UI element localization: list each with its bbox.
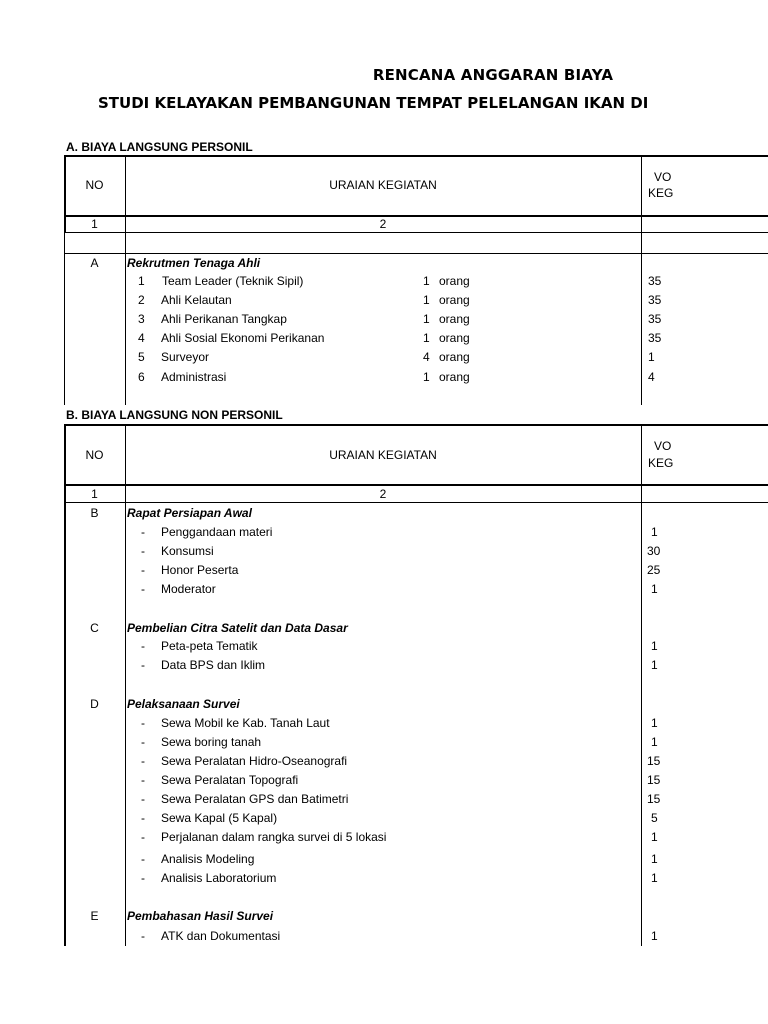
section-a-col-vol-2: KEG — [648, 186, 674, 200]
personnel-row-index: 3 — [138, 312, 145, 326]
item-vol: 5 — [651, 811, 658, 825]
item-desc: Sewa Peralatan GPS dan Batimetri — [161, 792, 349, 806]
item-dash: - — [141, 852, 145, 866]
item-vol: 1 — [651, 525, 658, 539]
personnel-row-desc: Team Leader (Teknik Sipil) — [162, 274, 304, 288]
item-desc: Sewa Mobil ke Kab. Tanah Laut — [161, 716, 330, 730]
item-dash: - — [141, 716, 145, 730]
personnel-row-index: 1 — [138, 274, 145, 288]
section-b-title: B. BIAYA LANGSUNG NON PERSONIL — [66, 408, 283, 422]
group-code: C — [90, 621, 99, 635]
item-desc: Moderator — [161, 582, 216, 596]
group-code: E — [90, 909, 99, 923]
item-dash: - — [141, 929, 145, 943]
item-vol: 1 — [651, 929, 658, 943]
personnel-row-unit: orang — [439, 293, 470, 307]
personnel-row-index: 5 — [138, 350, 145, 364]
personnel-row-qty: 1 — [423, 274, 430, 288]
personnel-row-unit: orang — [439, 274, 470, 288]
section-b-col-uraian: URAIAN KEGIATAN — [329, 448, 437, 462]
item-dash: - — [141, 544, 145, 558]
section-b-col-no: NO — [85, 448, 104, 462]
item-desc: Data BPS dan Iklim — [161, 658, 266, 672]
item-dash: - — [141, 735, 145, 749]
section-a-title: A. BIAYA LANGSUNG PERSONIL — [66, 140, 253, 154]
item-vol: 1 — [651, 871, 658, 885]
personnel-row-qty: 1 — [423, 331, 430, 345]
item-desc: Sewa Peralatan Hidro-Oseanografi — [161, 754, 348, 768]
section-b-col-vol-1: VO — [654, 439, 672, 453]
item-desc: Konsumsi — [161, 544, 214, 558]
item-vol: 15 — [647, 792, 661, 806]
item-dash: - — [141, 754, 145, 768]
item-dash: - — [141, 639, 145, 653]
item-desc: Penggandaan materi — [161, 525, 273, 539]
item-dash: - — [141, 582, 145, 596]
item-vol: 1 — [651, 852, 658, 866]
item-desc: ATK dan Dokumentasi — [161, 929, 281, 943]
personnel-row-qty: 4 — [423, 350, 430, 364]
item-vol: 1 — [651, 735, 658, 749]
item-desc: Peta-peta Tematik — [161, 639, 258, 653]
item-vol: 1 — [651, 830, 658, 844]
item-desc: Sewa Kapal (5 Kapal) — [161, 811, 278, 825]
personnel-row-qty: 1 — [423, 370, 430, 384]
group-label: Pelaksanaan Survei — [127, 697, 240, 711]
personnel-row-desc: Ahli Perikanan Tangkap — [161, 312, 287, 326]
personnel-row-unit: orang — [439, 350, 470, 364]
group-code: D — [90, 697, 99, 711]
group-label: Pembahasan Hasil Survei — [127, 909, 274, 923]
item-dash: - — [141, 563, 145, 577]
item-dash: - — [141, 830, 145, 844]
item-desc: Sewa boring tanah — [161, 735, 262, 749]
section-b-col-vol-2: KEG — [648, 456, 674, 470]
personnel-row-desc: Ahli Sosial Ekonomi Perikanan — [161, 331, 325, 345]
item-desc: Analisis Modeling — [161, 852, 255, 866]
item-vol: 1 — [651, 639, 658, 653]
item-dash: - — [141, 773, 145, 787]
item-dash: - — [141, 871, 145, 885]
item-desc: Analisis Laboratorium — [161, 871, 277, 885]
personnel-row-vol: 35 — [648, 293, 662, 307]
item-dash: - — [141, 525, 145, 539]
group-code: B — [90, 506, 99, 520]
personnel-row-desc: Surveyor — [161, 350, 210, 364]
item-desc: Perjalanan dalam rangka survei di 5 lokasi — [161, 830, 387, 844]
item-desc: Honor Peserta — [161, 563, 239, 577]
personnel-row-unit: orang — [439, 370, 470, 384]
item-dash: - — [141, 658, 145, 672]
section-a-group-code: A — [90, 256, 99, 270]
item-vol: 1 — [651, 658, 658, 672]
item-vol: 15 — [647, 773, 661, 787]
section-b-num-no: 1 — [91, 487, 98, 501]
item-vol: 25 — [647, 563, 661, 577]
item-vol: 15 — [647, 754, 661, 768]
personnel-row-desc: Administrasi — [161, 370, 227, 384]
item-dash: - — [141, 792, 145, 806]
section-a-col-vol-1: VO — [654, 170, 672, 184]
personnel-row-index: 6 — [138, 370, 145, 384]
personnel-row-qty: 1 — [423, 312, 430, 326]
group-label: Rapat Persiapan Awal — [127, 506, 252, 520]
item-vol: 1 — [651, 716, 658, 730]
personnel-row-index: 2 — [138, 293, 145, 307]
item-vol: 1 — [651, 582, 658, 596]
personnel-row-vol: 35 — [648, 274, 662, 288]
document-title: RENCANA ANGGARAN BIAYA — [372, 66, 614, 84]
personnel-row-vol: 35 — [648, 312, 662, 326]
section-a-col-uraian: URAIAN KEGIATAN — [329, 178, 437, 192]
section-b-num-uraian: 2 — [379, 487, 387, 501]
personnel-row-unit: orang — [439, 331, 470, 345]
personnel-row-vol: 1 — [648, 350, 655, 364]
personnel-row-index: 4 — [138, 331, 145, 345]
item-desc: Sewa Peralatan Topografi — [161, 773, 299, 787]
section-a-num-uraian: 2 — [379, 217, 387, 231]
section-a-col-no: NO — [85, 178, 104, 192]
document-subtitle: STUDI KELAYAKAN PEMBANGUNAN TEMPAT PELELANGAN IKAN DI — [98, 94, 649, 112]
personnel-row-vol: 4 — [648, 370, 655, 384]
item-vol: 30 — [647, 544, 661, 558]
item-dash: - — [141, 811, 145, 825]
personnel-row-unit: orang — [439, 312, 470, 326]
personnel-row-desc: Ahli Kelautan — [161, 293, 232, 307]
section-a-group-label: Rekrutmen Tenaga Ahli — [127, 256, 261, 270]
group-label: Pembelian Citra Satelit dan Data Dasar — [127, 621, 348, 635]
personnel-row-vol: 35 — [648, 331, 662, 345]
section-a-num-no: 1 — [91, 217, 98, 231]
personnel-row-qty: 1 — [423, 293, 430, 307]
